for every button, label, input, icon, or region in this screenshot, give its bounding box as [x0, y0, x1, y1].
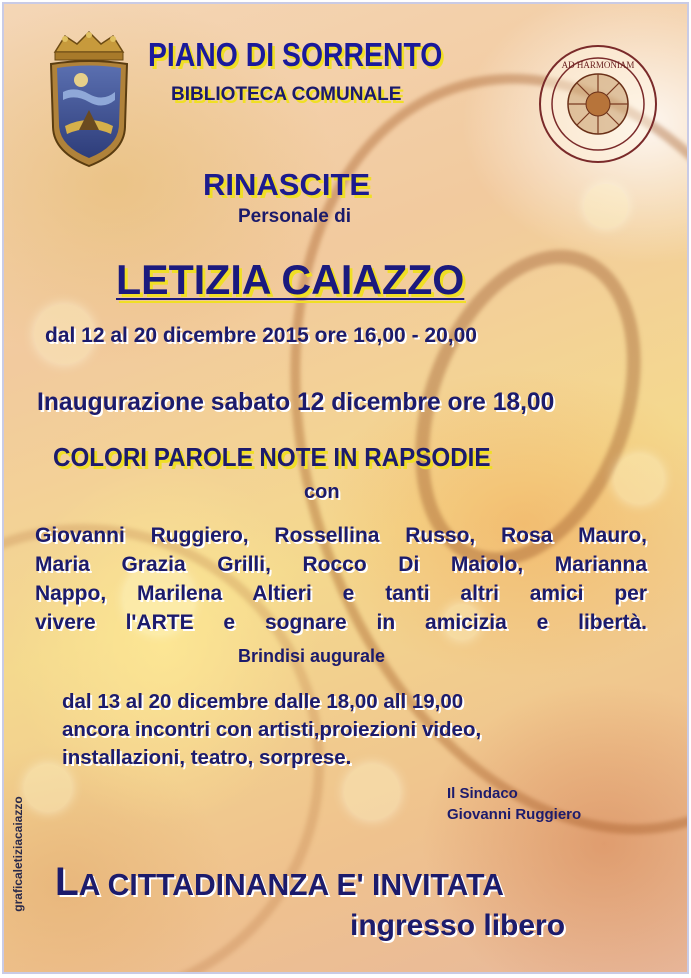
program-line: dal 13 al 20 dicembre dalle 18,00 all 19,00	[62, 690, 464, 713]
seal-icon	[536, 42, 660, 166]
exhibition-title: RINASCITE	[203, 167, 371, 202]
free-entry: ingresso libero	[350, 909, 566, 942]
poster	[2, 2, 689, 974]
signature-name: Giovanni Ruggiero	[447, 806, 582, 823]
invitation-initial: L	[55, 860, 79, 904]
coat-of-arms-icon	[45, 30, 133, 172]
program-line: ancora incontri con artisti,proiezioni video,	[62, 718, 482, 741]
designer-credit: graficaletiziacaiazzo	[11, 796, 25, 912]
artist-name: LETIZIA CAIAZZO	[116, 256, 465, 303]
participants-line: Maria Grazia Grilli, Rocco Di Maiolo, Marianna	[35, 553, 647, 576]
toast-line: Brindisi augurale	[238, 646, 386, 666]
seal-text: AD HARMONIAM	[561, 60, 635, 70]
bokeh-light	[344, 764, 400, 820]
signature-role: Il Sindaco	[447, 785, 518, 802]
library-name: BIBLIOTECA COMUNALE	[171, 84, 402, 105]
inauguration-line: Inaugurazione sabato 12 dicembre ore 18,00	[37, 388, 555, 416]
invitation-text: A CITTADINANZA E' INVITATA	[78, 867, 505, 902]
participants-line: Giovanni Ruggiero, Rossellina Russo, Rosa Mauro,	[35, 524, 647, 547]
exhibition-subtitle: Personale di	[238, 206, 351, 227]
town-title: PIANO DI SORRENTO	[148, 36, 443, 73]
participants-line: vivere l'ARTE e sognare in amicizia e libertà.	[35, 611, 647, 634]
bokeh-light	[584, 184, 628, 228]
participants-line: Nappo, Marilena Altieri e tanti altri amici per	[35, 582, 647, 605]
program-paragraph	[62, 688, 481, 772]
program-line: installazioni, teatro, sorprese.	[62, 746, 352, 769]
participants-paragraph	[35, 521, 647, 637]
exhibition-dates: dal 12 al 20 dicembre 2015 ore 16,00 - 20,00	[45, 324, 477, 347]
signature-block	[447, 783, 581, 825]
invitation-line	[55, 860, 504, 905]
bokeh-light	[614, 454, 664, 504]
event-title: COLORI PAROLE NOTE IN RAPSODIE	[53, 442, 491, 472]
event-with: con	[304, 481, 340, 503]
